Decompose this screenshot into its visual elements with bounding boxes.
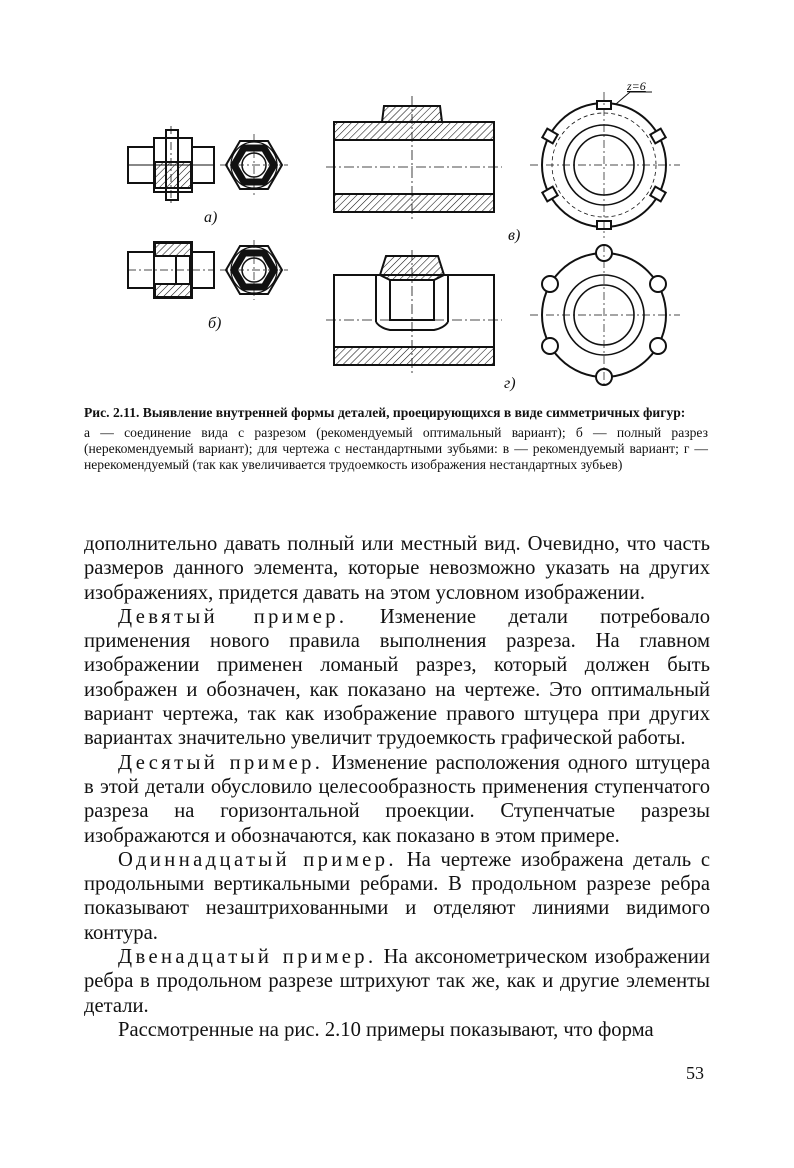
ring-end-view-v — [530, 92, 680, 238]
paragraph-3 — [84, 751, 710, 848]
paragraph-6 — [84, 1018, 710, 1042]
paragraph-2 — [84, 605, 710, 751]
label-a: а) — [204, 209, 218, 226]
technical-drawing — [110, 80, 700, 402]
paragraph-5 — [84, 945, 710, 1018]
paragraph-1-text: дополнительно давать полный или местный вид. Очевидно, что часть размеров данного элемента, которые невозможно указать на других изображениях, придется давать на этом условном изображении. — [84, 533, 710, 604]
figure-2-11 — [110, 80, 700, 402]
caption-title: Рис. 2.11. Выявление внутренней формы деталей, проецирующихся в виде симметричных фигур: — [84, 405, 686, 420]
hex-nut-view-b — [220, 240, 288, 300]
fitting-view-b — [128, 242, 214, 298]
paragraph-1 — [84, 532, 710, 605]
paragraph-4 — [84, 848, 710, 945]
paragraph-4-text: На чертеже изображена деталь с продольными вертикальными ребрами. В продольном разрезе ребра показывают незаштрихованными и отделяют линиями видимого контура. — [84, 848, 710, 944]
hex-nut-view-a — [220, 134, 288, 196]
paragraph-2-text: Изменение детали потребовало применения нового правила выполнения разреза. На главном изображении применен ломаный разрез, который должен быть изображен и обозначен, как показано на чертеже. Это оптимальный вариант чертежа, так как изображение правого штуцера при других вариантах значительно увеличит трудоемкость графической работы. — [84, 605, 711, 750]
caption-body: а — соединение вида с разрезом (рекомендуемый оптимальный вариант); б — полный разрез (нерекомендуемый вариант); для чертежа с нестандартными зубьями: в — рекомендуемый вариант; г — нерекомендуемый (так как увеличивается трудоемкость изображения нестандартных зубьев) — [84, 425, 708, 472]
example-11-heading: Одиннадцатый пример. — [118, 848, 397, 871]
ring-end-view-g — [530, 244, 680, 388]
page-number: 53 — [686, 1063, 704, 1083]
paragraph-3-text: Изменение расположения одного штуцера в этой детали обусловило целесообразность применения ступенчатого разреза на горизонтальной проекции. Ступенчатые разрезы изображаются и обозначаются, как показано в этом примере. — [84, 751, 711, 847]
paragraph-6-text: Рассмотренные на рис. 2.10 примеры показывают, что форма — [118, 1018, 654, 1041]
figure-caption — [84, 405, 708, 473]
fitting-view-a — [128, 126, 214, 204]
paragraph-5-text: На аксонометрическом изображении ребра в продольном разрезе штрихуют так же, как и другие элементы детали. — [84, 946, 710, 1017]
example-9-heading: Девятый пример. — [118, 605, 348, 628]
example-12-heading: Двенадцатый пример. — [118, 946, 377, 969]
pipe-section-v — [326, 96, 502, 222]
label-v: в) — [508, 227, 521, 244]
example-10-heading: Десятый пример. — [118, 751, 324, 774]
label-teeth-count: z=6 — [627, 80, 646, 93]
label-b: б) — [208, 315, 222, 332]
label-g: г) — [504, 375, 516, 392]
body-text — [84, 532, 710, 1042]
pipe-section-g — [326, 250, 502, 376]
